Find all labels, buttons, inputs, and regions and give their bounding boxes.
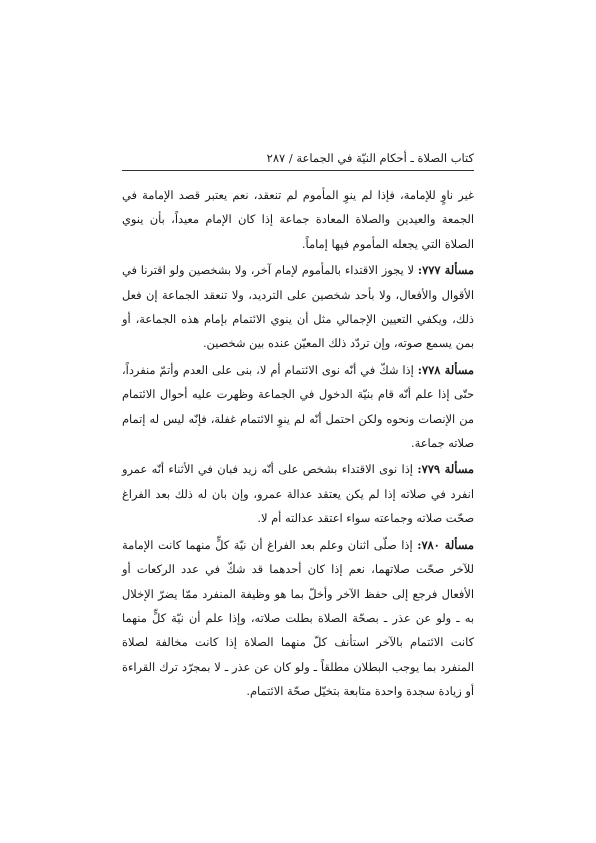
issue-780 xyxy=(122,533,474,704)
paragraph-continuation xyxy=(122,183,474,256)
paragraph-text: لا يجوز الاقتداء بالمأموم لإمام آخر، ولا بشخصين ولو اقترنا في الأقوال والأفعال، ولا بأحد شخصين على الترديد، ولا تنعقد الجماعة إن فعل ذلك، ويكفي التعيين الإجمالي مثل أن ينوي الائتمام بإمام هذه الجماعة، أو بمن يسمع صوته، وإن تردّد ذلك المعيّن عنده بين شخصين. xyxy=(122,263,474,351)
issue-777 xyxy=(122,258,474,356)
header-title-group xyxy=(267,150,474,166)
paragraph-text: إذا شكّ في أنّه نوى الائتمام أم لا، بنى على العدم وأتمّ منفرداً، حتّى إذا علم أنّه قام بنيّة الدخول في الجماعة وظهرت عليه أحوال الائتمام من الإنصات ونحوه ولكن احتمل أنّه لم ينوِ الائتمام غفلة، فإنّه ليس له إتمام صلاته جماعة. xyxy=(122,362,474,451)
paragraph-text: إذا صلّى اثنان وعلم بعد الفراغ أن نيّة كلٍّ منهما كانت الإمامة للآخر صحّت صلاتهما، نعم إذا كان أحدهما قد شكّ في عدد الركعات أو الأفعال فرجع إلى حفظ الآخر وأخلّ بما هو وظيفة المنفرد ممّا يضرّ الإخلال به ـ ولو عن عذر ـ بصحّة الصلاة بطلت صلاته، وإذا علم أن نيّة كلٍّ منهما كانت الائتمام بالآخر استأنف كلّ منهما الصلاة إذا كانت مخالفة لصلاة المنفرد بما يوجب البطلان مطلقاً ـ ولو كان عن عذر ـ لا بمجرّد ترك القراءة أو زيادة سجدة واحدة متابعة بتخيّل صحّة الائتمام. xyxy=(122,537,474,699)
issue-label: مسألة ٧٨٠: xyxy=(417,537,474,552)
running-header xyxy=(122,150,474,171)
header-title: كتاب الصلاة ـ أحكام النيّة في الجماعة xyxy=(296,151,474,165)
issue-778 xyxy=(122,358,474,456)
issue-label: مسألة ٧٧٩: xyxy=(417,462,474,477)
paragraph-text: إذا نوى الاقتداء بشخص على أنّه زيد فبان في الأثناء أنّه عمرو انفرد في صلاته إذا لم يكن يعتقد عدالة عمرو، وإن بان له ذلك بعد الفراغ صحّت صلاته وجماعته سواء اعتقد عدالته أم لا. xyxy=(122,462,474,526)
paragraph-text: غير ناوٍ للإمامة، فإذا لم ينوِ المأموم لم تنعقد، نعم يعتبر قصد الإمامة في الجمعة والعيدين والصلاة المعادة جماعة إذا كان الإمام معيداً، بأن ينوي الصلاة التي يجعله المأموم فيها إماماً. xyxy=(122,188,474,251)
issue-label: مسألة ٧٧٧: xyxy=(417,263,474,278)
header-separator: / xyxy=(285,151,297,165)
issue-779 xyxy=(122,457,474,530)
page-number: ٢٨٧ xyxy=(266,151,286,165)
page-content xyxy=(122,150,474,706)
issue-label: مسألة ٧٧٨: xyxy=(417,362,474,377)
